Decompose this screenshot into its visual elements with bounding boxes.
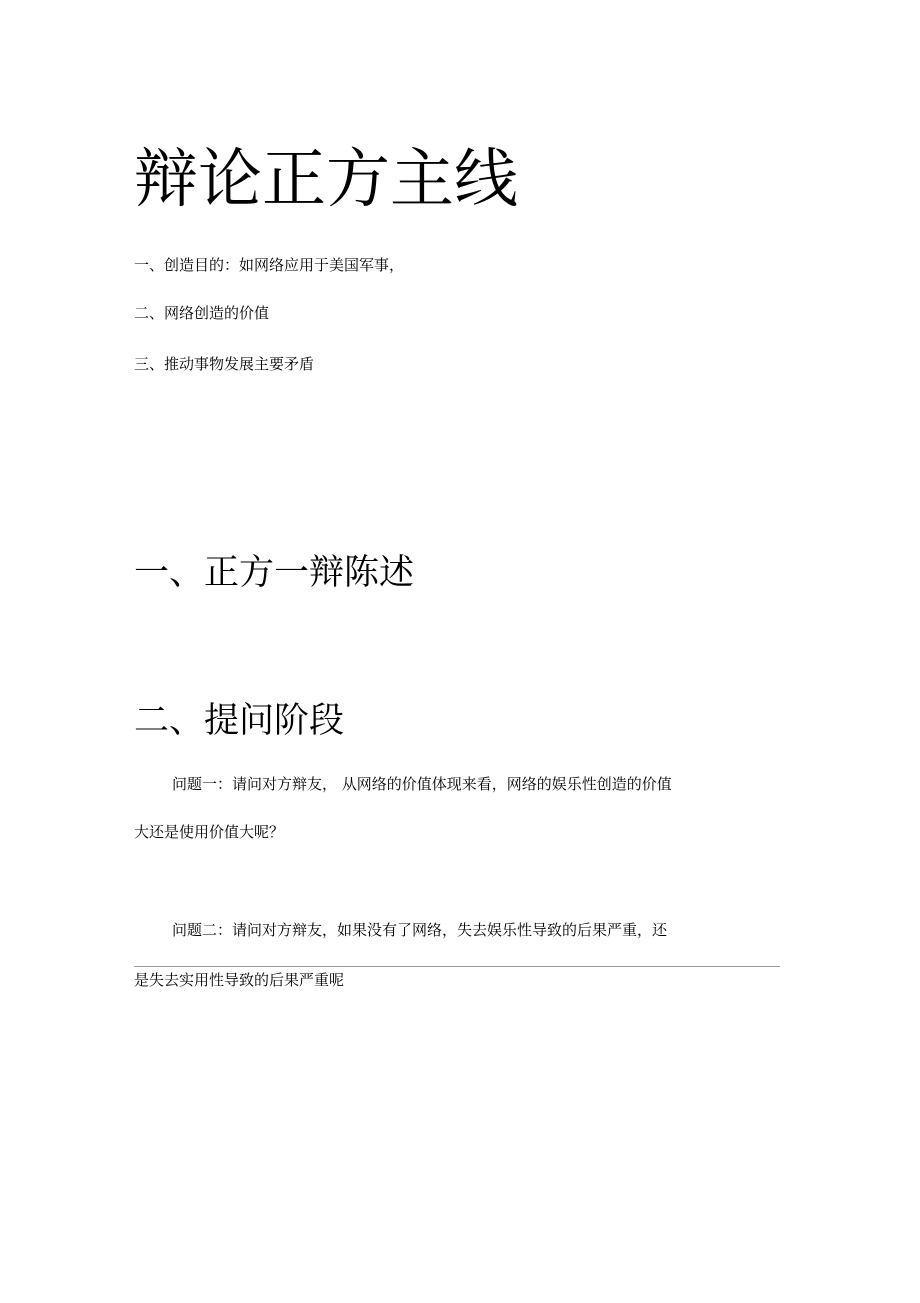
question-2-line-2: 是失去实用性导致的后果严重呢 bbox=[134, 971, 345, 989]
section-heading-questioning: 二、提问阶段 bbox=[134, 701, 345, 741]
outline-item-1: 一、创造目的：如网络应用于美国军事， bbox=[134, 256, 405, 274]
outline-item-3: 三、推动事物发展主要矛盾 bbox=[134, 355, 315, 373]
horizontal-divider bbox=[134, 966, 780, 967]
document-title: 辩论正方主线 bbox=[134, 143, 518, 217]
question-1-line-1: 问题一：请问对方辩友， 从网络的价值体现来看，网络的娱乐性创造的价值 bbox=[172, 775, 672, 793]
section-heading-opening-statement: 一、正方一辩陈述 bbox=[134, 553, 415, 593]
question-2-line-1: 问题二：请问对方辩友，如果没有了网络，失去娱乐性导致的后果严重，还 bbox=[172, 921, 668, 939]
outline-item-2: 二、网络创造的价值 bbox=[134, 304, 270, 322]
question-1-line-2: 大还是使用价值大呢？ bbox=[134, 823, 285, 841]
